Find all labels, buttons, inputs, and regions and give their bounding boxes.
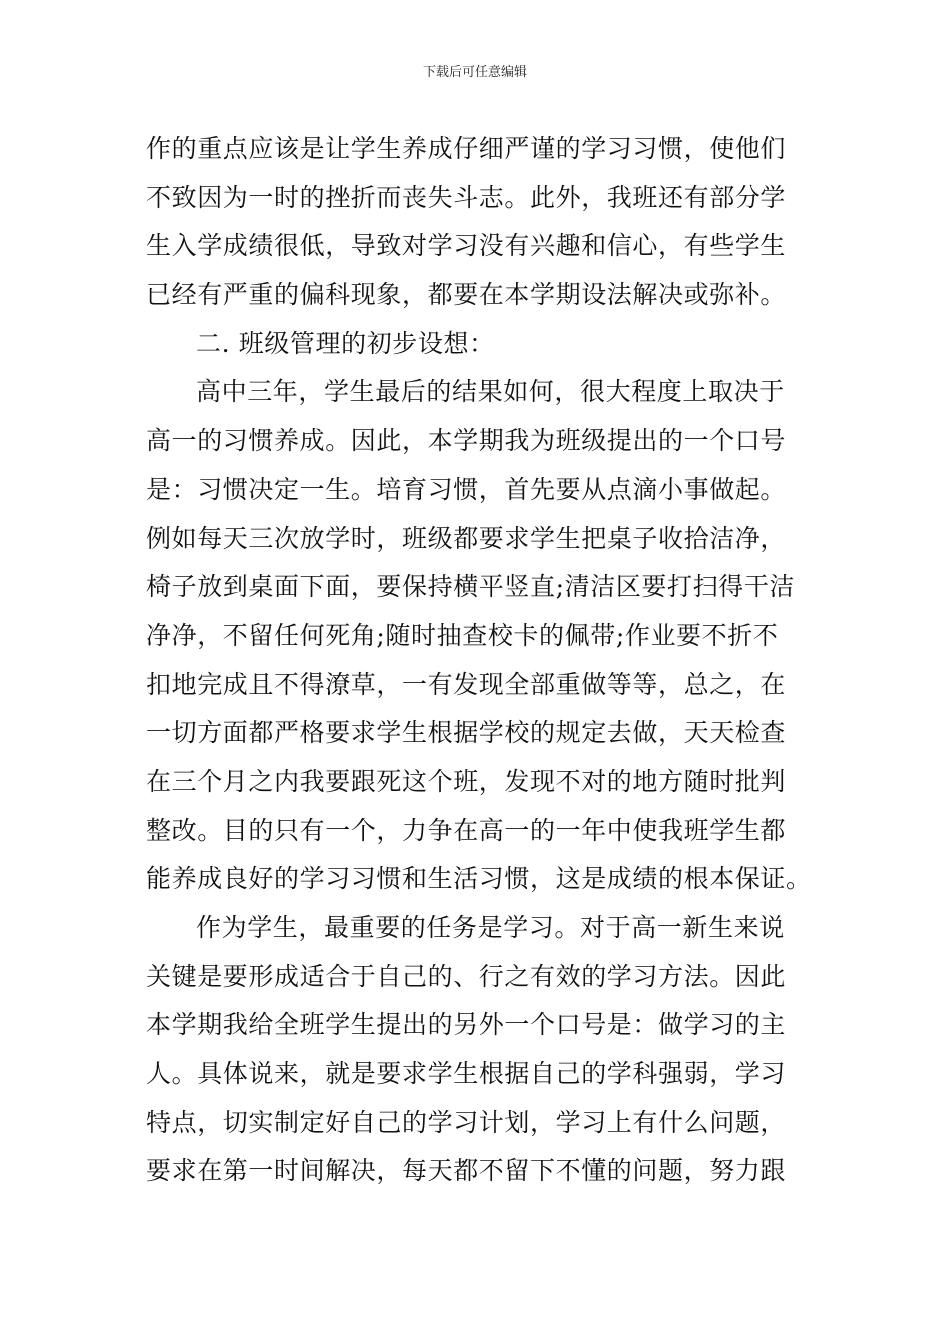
text-line: 净净，不留任何死角;随时抽查校卡的佩带;作业要不折不 (146, 620, 779, 650)
text-line: 不致因为一时的挫折而丧失斗志。此外，我班还有部分学 (146, 182, 787, 212)
text-line: 二. 班级管理的初步设想： (196, 328, 495, 358)
text-line: 作为学生，最重要的任务是学习。对于高一新生来说 (196, 913, 785, 942)
text-line: 本学期我给全班学生提出的另外一个口号是：做学习的主 (146, 1010, 787, 1040)
text-line: 高一的习惯养成。因此，本学期我为班级提出的一个口号 (146, 426, 787, 456)
text-line: 能养成良好的学习习惯和生活习惯，这是成绩的根本保证。 (146, 864, 812, 894)
text-line: 生入学成绩很低，导致对学习没有兴趣和信心，有些学生 (146, 231, 787, 261)
text-line: 人。具体说来，就是要求学生根据自己的学科强弱，学习 (146, 1059, 787, 1089)
text-line: 已经有严重的偏科现象，都要在本学期设法解决或弥补。 (146, 280, 787, 310)
text-line: 在三个月之内我要跟死这个班，发现不对的地方随时批判 (146, 766, 787, 796)
text-line: 扣地完成且不得潦草，一有发现全部重做等等，总之，在 (146, 669, 787, 699)
page-header: 下载后可任意编辑 (422, 65, 527, 80)
text-line: 要求在第一时间解决，每天都不留下不懂的问题，努力跟 (146, 1156, 787, 1186)
text-line: 关键是要形成适合于自己的、行之有效的学习方法。因此 (146, 961, 787, 991)
document-body (146, 125, 812, 1196)
text-line: 是：习惯决定一生。培育习惯，首先要从点滴小事做起。 (146, 474, 787, 504)
text-line: 整改。目的只有一个，力争在高一的一年中使我班学生都 (146, 815, 787, 845)
text-line: 一切方面都严格要求学生根据学校的规定去做，天天检查 (146, 718, 787, 748)
text-line: 作的重点应该是让学生养成仔细严谨的学习习惯，使他们 (146, 134, 787, 163)
text-line: 例如每天三次放学时，班级都要求学生把桌子收拾洁净， (146, 523, 787, 553)
text-line: 高中三年，学生最后的结果如何，很大程度上取决于 (196, 377, 785, 407)
text-line: 椅子放到桌面下面，要保持横平竖直;清洁区要打扫得干洁 (146, 572, 796, 602)
text-line: 特点，切实制定好自己的学习计划，学习上有什么问题， (146, 1107, 787, 1137)
